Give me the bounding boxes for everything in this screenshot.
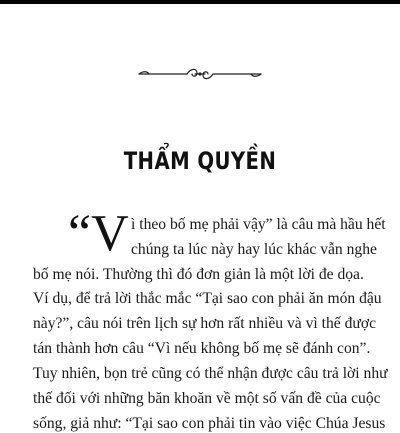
paragraph-line: bố mẹ nói. Thường thì đó đơn giản là một lời đe dọa. [33,266,364,283]
paragraph-line: tán thành hơn câu “Vì nếu không bố mẹ sẽ đánh con”. [33,340,371,357]
paragraph-line: ì theo bố mẹ phải vậy” là câu mà hầu hết [131,216,386,233]
paragraph-line: chúng ta lúc này hay lúc khác vẫn nghe [131,241,377,258]
flourish-divider-icon [135,64,265,84]
drop-cap: “V [68,205,129,262]
paragraph-line: Ví dụ, để trả lời thắc mắc “Tại sao con phải ăn món đậu [33,290,382,307]
paragraph-line: Tuy nhiên, bọn trẻ cũng có thể nhận được câu trả lời như [33,365,388,382]
paragraph-line: thế đối với những băn khoăn về một số vấn đề của cuộc [33,390,381,407]
paragraph-line: sống, giả như: “Tại sao con phải tin vào việc Chúa Jesus [33,415,386,432]
chapter-title: THẨM QUYỀN [123,147,277,175]
top-border-rule [0,0,400,4]
paragraph-line: này?”, câu nói trên lịch sự hơn rất nhiều và vì thế được [33,315,376,332]
